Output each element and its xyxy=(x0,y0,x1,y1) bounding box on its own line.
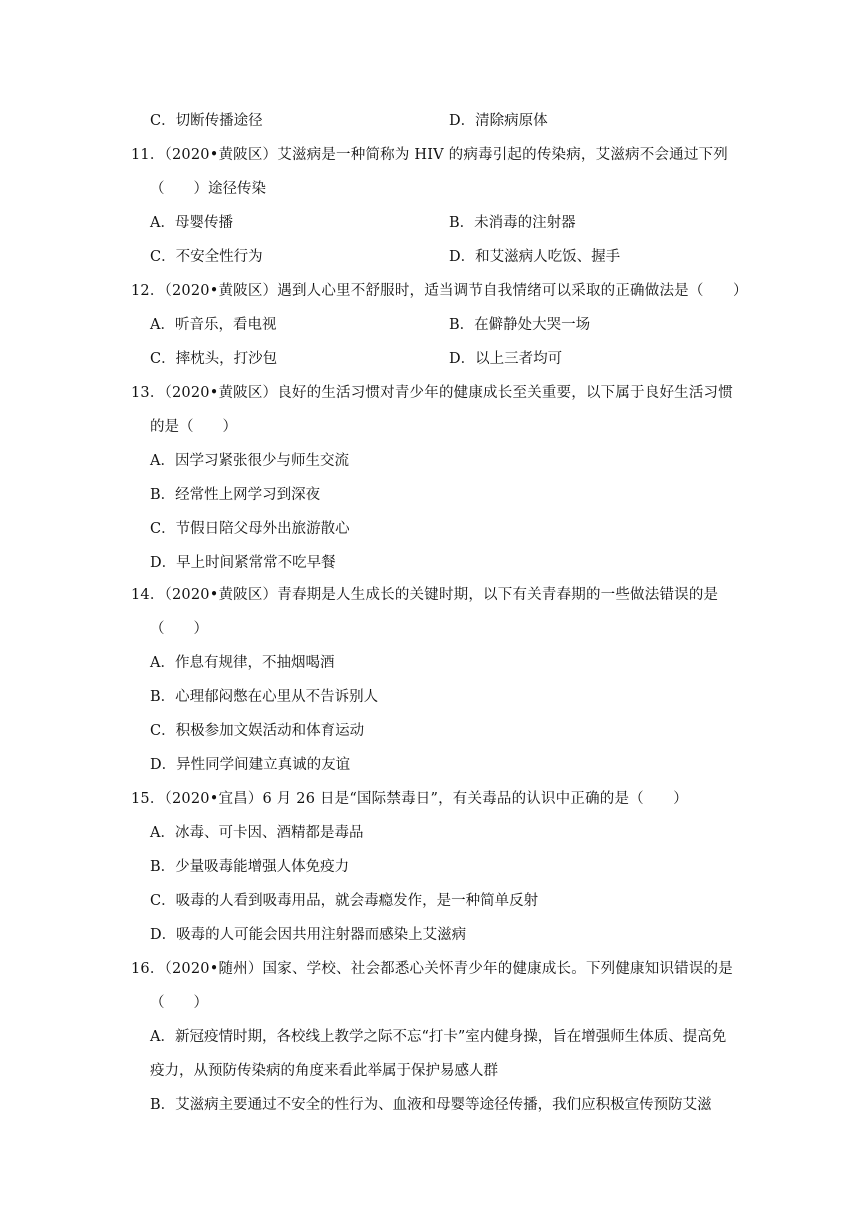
q13-stem-cont: 的是（ ） xyxy=(150,419,237,435)
q12-option-a: A．听音乐，看电视 xyxy=(150,317,277,333)
q11-option-a: A．母婴传播 xyxy=(150,215,233,231)
q11-stem-cont: （ ）途径传染 xyxy=(150,181,266,197)
q13-option-c: C．节假日陪父母外出旅游散心 xyxy=(150,521,350,537)
q13-stem: 13．（2020•黄陂区）良好的生活习惯对青少年的健康成长至关重要，以下属于良好生活习惯 xyxy=(131,385,733,401)
q15-option-b: B．少量吸毒能增强人体免疫力 xyxy=(150,859,350,875)
q13-option-b: B．经常性上网学习到深夜 xyxy=(150,487,321,503)
q12-stem: 12．（2020•黄陂区）遇到人心里不舒服时，适当调节自我情绪可以采取的正确做法是（ ） xyxy=(131,283,748,299)
q10-option-d: D．清除病原体 xyxy=(449,113,548,129)
q16-stem: 16．（2020•随州）国家、学校、社会都悉心关怀青少年的健康成长。下列健康知识错误的是 xyxy=(131,961,733,977)
q14-stem-cont: （ ） xyxy=(150,621,208,637)
q11-stem: 11．（2020•黄陂区）艾滋病是一种简称为 HIV 的病毒引起的传染病，艾滋病不会通过下列 xyxy=(131,147,728,163)
q15-option-c: C．吸毒的人看到吸毒用品，就会毒瘾发作，是一种简单反射 xyxy=(150,893,539,909)
q15-stem: 15．（2020•宜昌）6 月 26 日是“国际禁毒日”，有关毒品的认识中正确的是（ ） xyxy=(131,791,688,807)
q14-option-c: C．积极参加文娱活动和体育运动 xyxy=(150,723,365,739)
q14-option-b: B．心理郁闷憋在心里从不告诉别人 xyxy=(150,689,379,705)
q15-option-a: A．冰毒、可卡因、酒精都是毒品 xyxy=(150,825,364,841)
q11-option-d: D．和艾滋病人吃饭、握手 xyxy=(449,249,621,265)
q14-option-d: D．异性同学间建立真诚的友谊 xyxy=(150,757,351,773)
q13-option-a: A．因学习紧张很少与师生交流 xyxy=(150,453,349,469)
q11-option-c: C．不安全性行为 xyxy=(150,249,263,265)
q14-stem: 14．（2020•黄陂区）青春期是人生成长的关键时期，以下有关青春期的一些做法错误的是 xyxy=(131,587,719,603)
q15-option-d: D．吸毒的人可能会因共用注射器而感染上艾滋病 xyxy=(150,927,467,943)
q16-stem-cont: （ ） xyxy=(150,995,208,1011)
q16-option-a: A．新冠疫情时期，各校线上教学之际不忘“打卡”室内健身操，旨在增强师生体质、提高免疫力，从预防传染病的角度来看此举属于保护易感人群 xyxy=(150,1029,727,1079)
q16-option-b: B．艾滋病主要通过不安全的性行为、血液和母婴等途径传播，我们应积极宣传预防艾滋 xyxy=(150,1097,712,1113)
q14-option-a: A．作息有规律，不抽烟喝酒 xyxy=(150,655,335,671)
q11-option-b: B．未消毒的注射器 xyxy=(449,215,576,231)
q12-option-c: C．摔枕头，打沙包 xyxy=(150,351,278,367)
q12-option-b: B．在僻静处大哭一场 xyxy=(449,317,591,333)
q13-option-d: D．早上时间紧常常不吃早餐 xyxy=(150,555,336,571)
q10-option-c: C．切断传播途径 xyxy=(150,113,263,129)
q12-option-d: D．以上三者均可 xyxy=(449,351,563,367)
